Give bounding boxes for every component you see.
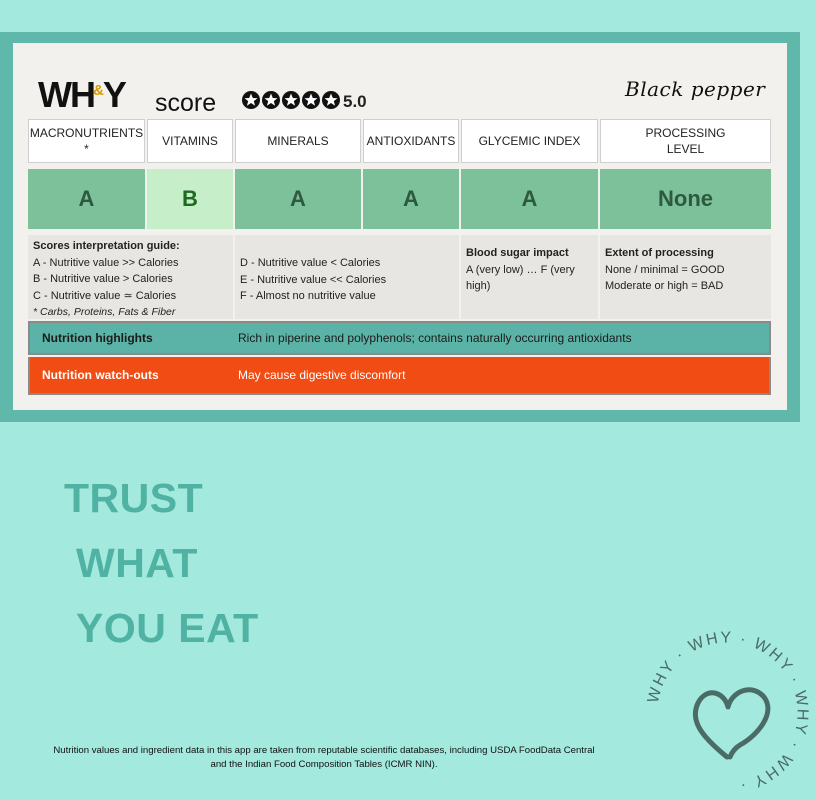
header-vitamins: VITAMINS [147, 119, 233, 163]
guide-line: D - Nutritive value < Calories [240, 257, 381, 269]
grade-processing-level: None [600, 169, 771, 229]
guide-line: A - Nutritive value >> Calories [33, 256, 179, 269]
footer-line: Nutrition values and ingredient data in this app are taken from reputable scientific databases, including USDA FoodData Central [53, 745, 595, 756]
food-name: Black pepper [625, 77, 766, 101]
heart-icon [695, 690, 768, 757]
header-macronutrients: MACRONUTRIENTS * [28, 119, 145, 163]
highlights-text: Rich in piperine and polyphenols; contains naturally occurring antioxidants [238, 331, 632, 345]
guide-left [28, 235, 233, 319]
why-seal-logo [640, 625, 815, 800]
watchouts-label: Nutrition watch-outs [42, 368, 159, 382]
score-label: score [155, 89, 217, 117]
star-icon [302, 91, 320, 109]
processing-line: Moderate or high = BAD [605, 280, 724, 292]
guide-title: Scores interpretation guide: [33, 240, 180, 252]
header-processing-level: PROCESSING LEVEL [600, 119, 771, 163]
star-icon [322, 91, 340, 109]
score-card [13, 43, 787, 410]
guide-line: E - Nutritive value << Calories [240, 273, 387, 286]
grade-antioxidants: A [363, 169, 459, 229]
grade-glycemic-index: A [461, 169, 598, 229]
star-rating [241, 90, 341, 110]
nutrition-highlights-bar [28, 321, 771, 355]
star-icon [282, 91, 300, 109]
guide-line: C - Nutritive value ≃ Calories [33, 289, 177, 302]
header-minerals: MINERALS [235, 119, 361, 163]
blood-sugar-title: Blood sugar impact [466, 247, 569, 259]
seal-text: WHY · WHY · WHY · WHY · WHY · [644, 629, 811, 795]
guide-processing [600, 235, 771, 319]
star-icon [262, 91, 280, 109]
tagline-line-3: YOU EAT [76, 605, 259, 651]
why-logo: WH&Y [38, 74, 125, 115]
footer-line: and the Indian Food Composition Tables (ICMR NIN). [210, 759, 438, 770]
tagline-line-1: TRUST [64, 475, 204, 521]
blood-sugar-text: A (very low) … F (very high) [466, 263, 575, 292]
guide-middle [235, 235, 459, 319]
grade-minerals: A [235, 169, 361, 229]
watchouts-text: May cause digestive discomfort [238, 368, 406, 382]
processing-line: None / minimal = GOOD [605, 263, 725, 276]
nutrition-watchouts-bar [28, 357, 771, 395]
star-icon [242, 91, 260, 109]
grade-macronutrients: A [28, 169, 145, 229]
data-source-footer [0, 744, 648, 772]
rating-value: 5.0 [343, 92, 367, 111]
guide-line: B - Nutritive value > Calories [33, 273, 173, 285]
tagline-line-2: WHAT [76, 540, 198, 586]
header-glycemic-index: GLYCEMIC INDEX [461, 119, 598, 163]
header-antioxidants: ANTIOXIDANTS [363, 119, 459, 163]
guide-note: * Carbs, Proteins, Fats & Fiber [33, 306, 176, 318]
grade-vitamins: B [147, 169, 233, 229]
guide-line: F - Almost no nutritive value [240, 290, 376, 302]
svg-text:WHY · WHY · WHY · WHY · WHY · [645, 629, 811, 794]
guide-blood-sugar [461, 235, 598, 319]
processing-title: Extent of processing [605, 247, 714, 259]
highlights-label: Nutrition highlights [42, 331, 153, 345]
